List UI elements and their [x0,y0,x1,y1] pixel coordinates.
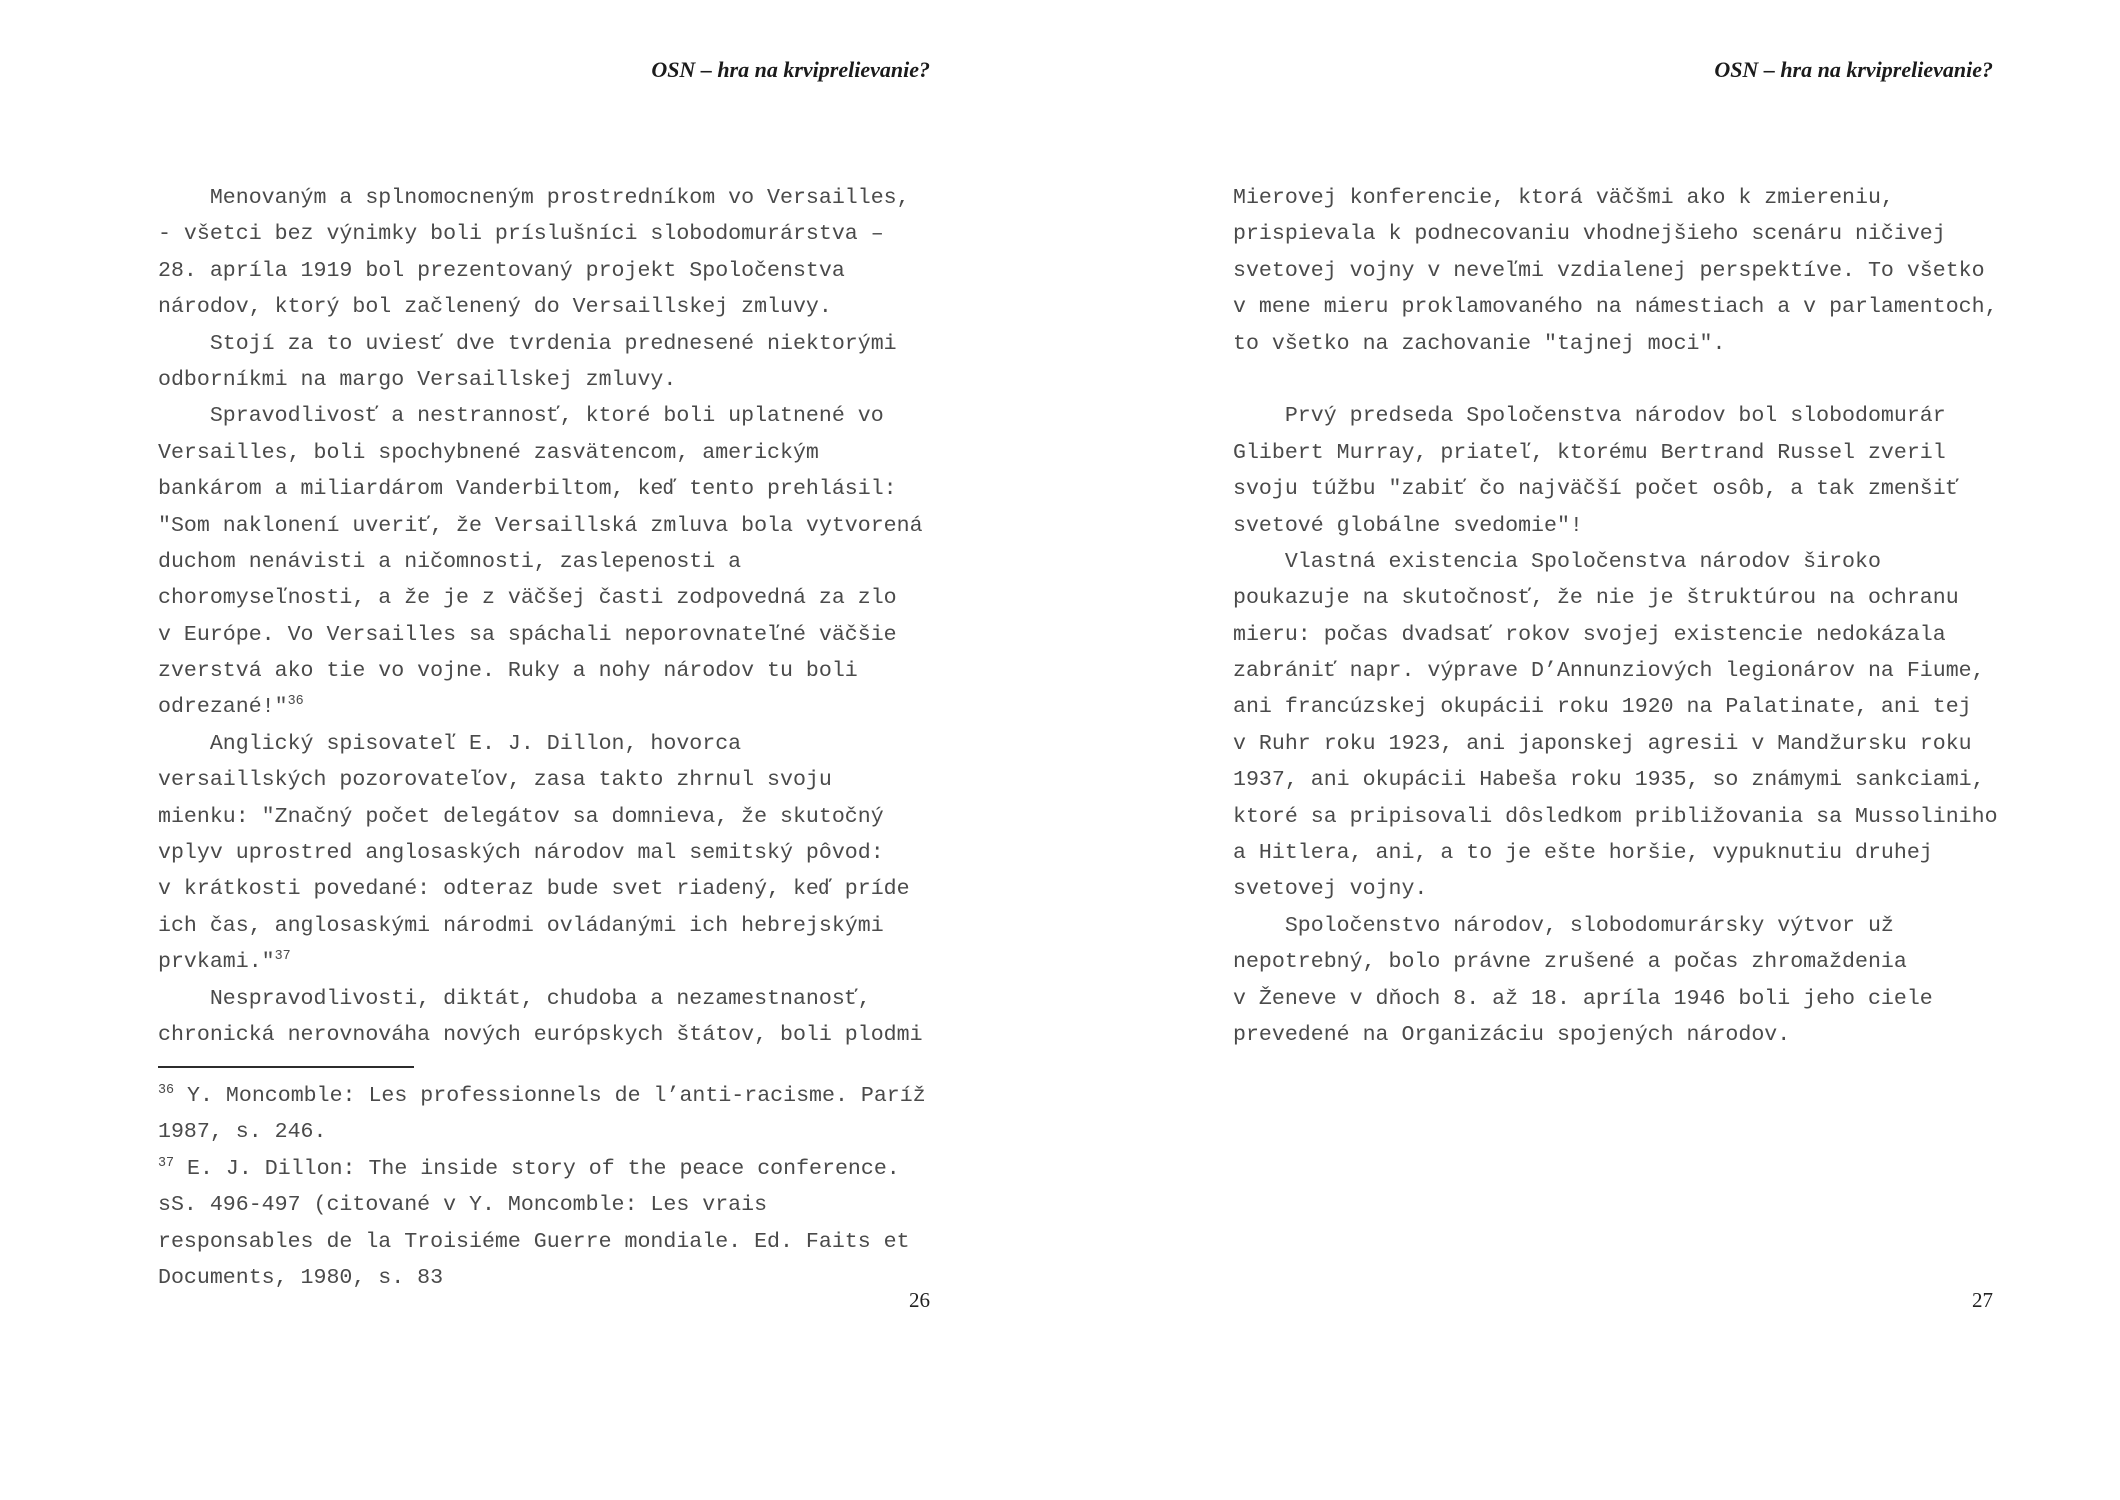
footnote-marker: 37 [274,949,291,965]
text-line: v mene mieru proklamovaného na námestiach a v parlamentoch, [1233,295,1998,320]
footnote-marker: 36 [158,1082,175,1098]
text-line: svetovej vojny. [1233,877,1428,902]
text-line: zverstvá ako tie vo vojne. Ruky a nohy národov tu boli [158,659,858,684]
text-line: Menovaným a splnomocneným prostredníkom vo Versailles, [158,186,910,210]
text-line: prispievala k podnecovaniu vhodnejšieho scenáru ničivej [1233,222,1946,247]
text-line: Glibert Murray, priateľ, ktorému Bertrand Russel zveril [1233,440,1946,465]
text-line: odrezané!"$^{36}$ [158,694,304,720]
text-line: Mierovej konferencie, ktorá väčšmi ako k zmiereniu, [1233,186,1894,210]
running-head-left: OSN – hra na krviprelievanie? [651,57,930,82]
text-line: nepotrebný, bolo právne zrušené a počas zhromaždenia [1233,950,1907,975]
text-line: responsables de la Troisiéme Guerre mondiale. Ed. Faits et [158,1229,910,1254]
text-line: ani francúzskej okupácii roku 1920 na Palatinate, ani tej [1233,695,1972,720]
text-line: a Hitlera, ani, a to je ešte horšie, vypuknutiu druhej [1233,841,1933,866]
text-line: versaillských pozorovateľov, zasa takto zhrnul svoju [158,768,832,793]
text-line: Versailles, boli spochybnené zasvätencom, americkým [158,440,819,465]
page-number-right: 27 [1972,1288,1993,1312]
text-line: prevedené na Organizáciu spojených národov. [1233,1022,1791,1047]
text-line: - všetci bez výnimky boli príslušníci slobodomurárstva – [158,222,884,247]
text-line: to všetko na zachovanie "tajnej moci". [1233,331,1726,356]
text-line: ktoré sa pripisovali dôsledkom približovania sa Mussoliniho [1233,804,1998,829]
footnote-marker: 36 [287,694,304,710]
text-line: bankárom a miliardárom Vanderbiltom, keď tento prehlásil: [158,477,897,502]
text-line: v Ženeve v dňoch 8. až 18. apríla 1946 boli jeho ciele [1233,986,1933,1011]
text-line: prvkami."$^{37}$ [158,949,291,975]
text-line: duchom nenávisti a ničomnosti, zaslepenosti a [158,549,742,574]
text-line: Vlastná existencia Spoločenstva národov široko [1233,549,1881,574]
text-line: svetovej vojny v neveľmi vzdialenej perspektíve. To všetko [1233,258,1985,283]
text-line: svetové globálne svedomie"! [1233,513,1583,538]
text-line: Prvý predseda Spoločenstva národov bol slobodomurár [1233,404,1946,429]
text-line: chronická nerovnováha nových európskych štátov, boli plodmi [158,1022,923,1047]
page-left-body-text [158,180,923,1053]
text-line [1233,362,1998,398]
footnote-marker: 37 [158,1155,175,1171]
text-line: Stojí za to uviesť dve tvrdenia prednesené niektorými [158,331,897,356]
text-line: "Som naklonení uveriť, že Versaillská zmluva bola vytvorená [158,513,923,538]
text-line: sS. 496-497 (citované v Y. Moncomble: Les vrais [158,1193,768,1218]
text-line: choromyseľnosti, a že je z väčšej časti zodpovedná za zlo [158,586,897,611]
running-head-right: OSN – hra na krviprelievanie? [1714,57,1993,82]
text-line: poukazuje na skutočnosť, že nie je štruktúrou na ochranu [1233,586,1959,611]
page-left-footnotes [158,1078,926,1296]
text-line: mienku: "Značný počet delegátov sa domnieva, že skutočný [158,804,884,829]
page-right-body-text [1233,180,1998,1053]
text-line: Anglický spisovateľ E. J. Dillon, hovorca [158,731,742,756]
text-line: v krátkosti povedané: odteraz bude svet riadený, keď príde [158,877,910,902]
text-line: 28. apríla 1919 bol prezentovaný projekt Spoločenstva [158,258,845,283]
text-line: Spravodlivosť a nestrannosť, ktoré boli uplatnené vo [158,404,884,429]
text-line: Documents, 1980, s. 83 [158,1265,444,1290]
text-line: 1937, ani okupácii Habeša roku 1935, so známymi sankciami, [1233,768,1985,793]
text-line: v Európe. Vo Versailles sa spáchali neporovnateľné väčšie [158,622,897,647]
text-line: ich čas, anglosaskými národmi ovládanými ich hebrejskými [158,913,884,938]
text-line: zabrániť napr. výprave D’Annunziových legionárov na Fiume, [1233,659,1985,684]
text-line: svoju túžbu "zabiť čo najväčší počet osôb, a tak zmenšiť [1233,477,1959,502]
text-line: 1987, s. 246. [158,1120,327,1145]
text-line: v Ruhr roku 1923, ani japonskej agresii v Mandžursku roku [1233,731,1972,756]
text-line: odborníkmi na margo Versaillskej zmluvy. [158,367,677,392]
text-line: vplyv uprostred anglosaských národov mal semitský pôvod: [158,841,884,866]
text-line: mieru: počas dvadsať rokov svojej existencie nedokázala [1233,622,1946,647]
footnote-separator [158,1066,414,1068]
text-line: národov, ktorý bol začlenený do Versaillskej zmluvy. [158,295,832,320]
text-line: Spoločenstvo národov, slobodomurársky výtvor už [1233,913,1894,938]
text-line: Nespravodlivosti, diktát, chudoba a nezamestnanosť, [158,986,871,1011]
page-number-left: 26 [909,1288,930,1312]
text-line: $^{37}$ E. J. Dillon: The inside story of the peace conference. [158,1155,900,1181]
text-line: $^{36}$ Y. Moncomble: Les professionnels de l’anti-racisme. Paríž [158,1082,926,1108]
